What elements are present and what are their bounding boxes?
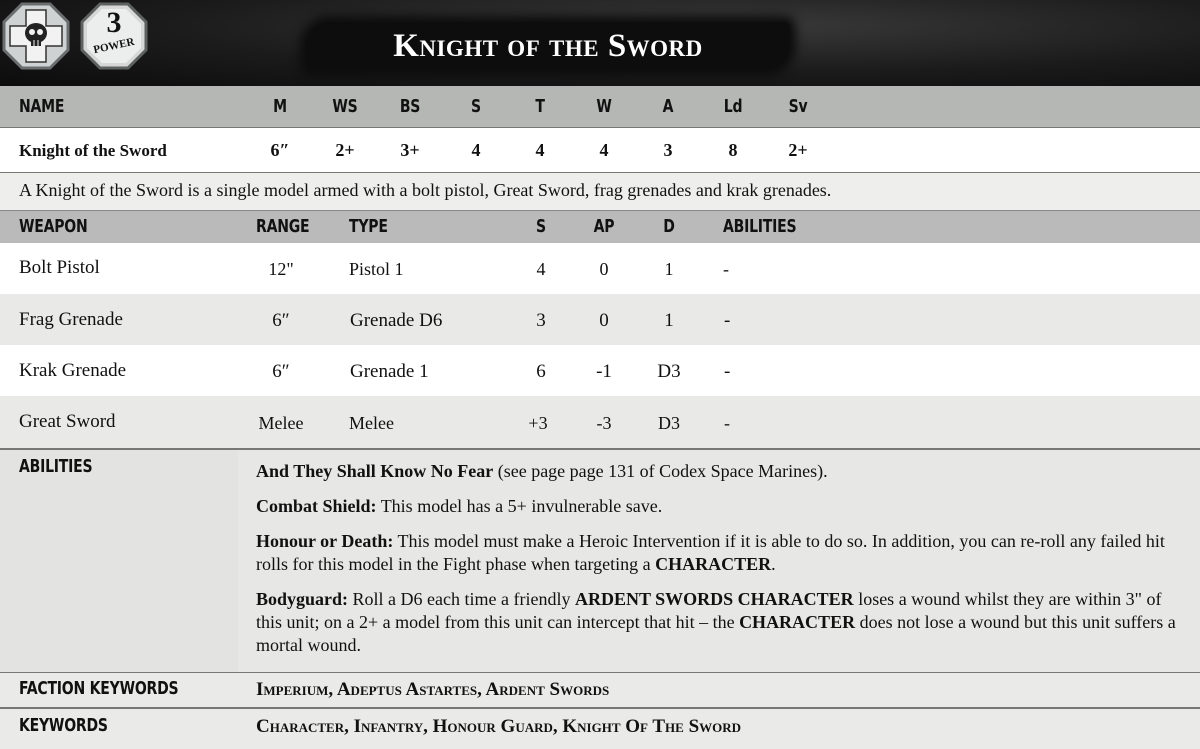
weapon-d: 1 [664,310,674,331]
weapon-abilities: - [724,413,730,433]
weapon-name: Bolt Pistol [19,257,100,278]
ability-text: This model has a 5+ invulnerable save. [376,496,663,516]
weapon-abilities: - [724,361,731,382]
faction-keywords-label: FACTION KEYWORDS [19,678,179,699]
keywords-value: Character, Infantry, Honour Guard, Knight Of The Sword [256,716,742,737]
stat-w: 4 [599,140,609,160]
unit-description: A Knight of the Sword is a single model armed with a bolt pistol, Great Sword, frag grenades and krak grenades. [19,180,832,200]
faction-keywords-value: Imperium, Adeptus Astartes, Ardent Swords [256,679,610,700]
weapon-type: Grenade D6 [350,310,443,331]
weapon-row [0,243,1200,294]
ability-honour-or-death [256,530,1176,576]
stat-header-ld: Ld [723,96,743,117]
ability-keyword: ARDENT SWORDS CHARACTER [574,589,854,609]
weapon-header-s: S [536,216,546,237]
weapon-type: Pistol 1 [349,259,404,279]
ability-text: (see page page 131 of Codex Space Marines). [493,461,828,481]
weapon-header-range: RANGE [256,216,310,237]
weapon-s: 6 [536,361,546,382]
weapon-ap: 0 [599,310,609,331]
weapon-row [0,345,1200,396]
stat-bs: 3+ [400,140,420,160]
stat-header-m: M [273,96,287,117]
power-value: 3 [106,6,122,39]
weapon-d: D3 [658,413,680,433]
weapon-header-ap: AP [593,216,615,237]
ability-name: Combat Shield: [256,496,377,516]
power-badge [80,2,148,70]
weapon-header-type: TYPE [349,216,388,237]
stat-values-row [0,128,1200,174]
weapon-ap: -3 [596,413,612,433]
ability-keyword: CHARACTER [655,554,772,574]
stat-a: 3 [663,140,673,160]
stat-header-w: W [596,96,612,117]
stat-m: 6″ [270,140,290,160]
ability-text: . [771,554,776,574]
ability-name: Honour or Death: [256,531,394,551]
ability-name: And They Shall Know No Fear [256,461,494,481]
ability-keyword: CHARACTER [739,612,856,632]
weapon-ap: 0 [599,259,609,279]
weapon-d: 1 [664,259,674,279]
stat-sv: 2+ [788,140,808,160]
power-label: POWER [92,35,136,57]
ability-text: does not lose a wound but this unit suffers a mortal wound. [256,612,1176,655]
weapon-range: 6″ [272,361,290,382]
abilities-text [256,460,1176,669]
weapon-header-weapon: WEAPON [19,216,88,237]
weapon-header-abilities: ABILITIES [723,216,797,237]
keywords-label: KEYWORDS [19,715,108,736]
abilities-label-column [0,450,238,672]
weapon-header-row [0,210,1200,243]
weapon-s: +3 [528,413,548,433]
page-title: Knight of the Sword [393,28,703,64]
weapon-ap: -1 [596,361,612,382]
ability-text: Roll a D6 each time a friendly [348,589,575,609]
stat-header-ws: WS [332,96,358,117]
description-row [0,173,1200,209]
faction-keywords-row [0,673,1200,709]
ability-know-no-fear [256,460,1176,483]
stat-s: 4 [471,140,481,160]
weapon-row [0,294,1200,345]
ability-text: loses a wound whilst they are within 3" of this unit; on a 2+ a model from this unit can intercept that hit – the [256,589,1162,632]
stat-t: 4 [535,140,545,160]
weapon-name: Great Sword [19,411,116,432]
stat-header-bs: BS [399,96,421,117]
keywords-row [0,709,1200,749]
stat-header-t: T [535,96,545,117]
ability-combat-shield [256,495,1176,518]
ability-name: Bodyguard: [256,589,349,609]
skull-icon [2,2,70,70]
stat-header-row [0,86,1200,129]
ability-text: This model must make a Heroic Intervention if it is able to do so. In addition, you can re-roll any failed hit rolls for this model in the Fight phase when targeting a [256,531,1165,574]
weapon-header-d: D [663,216,675,237]
stat-header-sv: Sv [788,96,808,117]
weapon-d: D3 [657,361,681,382]
weapon-s: 3 [536,310,546,331]
datasheet-header [0,0,1200,86]
weapon-row [0,396,1200,448]
weapon-type: Grenade 1 [350,361,429,382]
stat-ld: 8 [728,140,738,160]
weapon-range: 12" [268,259,294,279]
abilities-label: ABILITIES [19,456,93,477]
stat-model-name: Knight of the Sword [19,141,167,160]
weapon-range: Melee [258,413,304,433]
stat-ws: 2+ [335,140,355,160]
weapon-abilities: - [724,310,731,331]
weapon-s: 4 [536,259,546,279]
weapon-range: 6″ [272,310,290,331]
weapon-name: Krak Grenade [19,360,127,381]
stat-header-a: A [662,96,674,117]
stat-header-name: NAME [19,96,65,117]
stat-header-s: S [471,96,481,117]
weapon-abilities: - [723,259,729,279]
abilities-section [0,448,1200,674]
title-banner [306,22,790,70]
weapon-type: Melee [349,413,394,433]
ability-bodyguard [256,588,1176,657]
weapon-name: Frag Grenade [19,309,123,330]
